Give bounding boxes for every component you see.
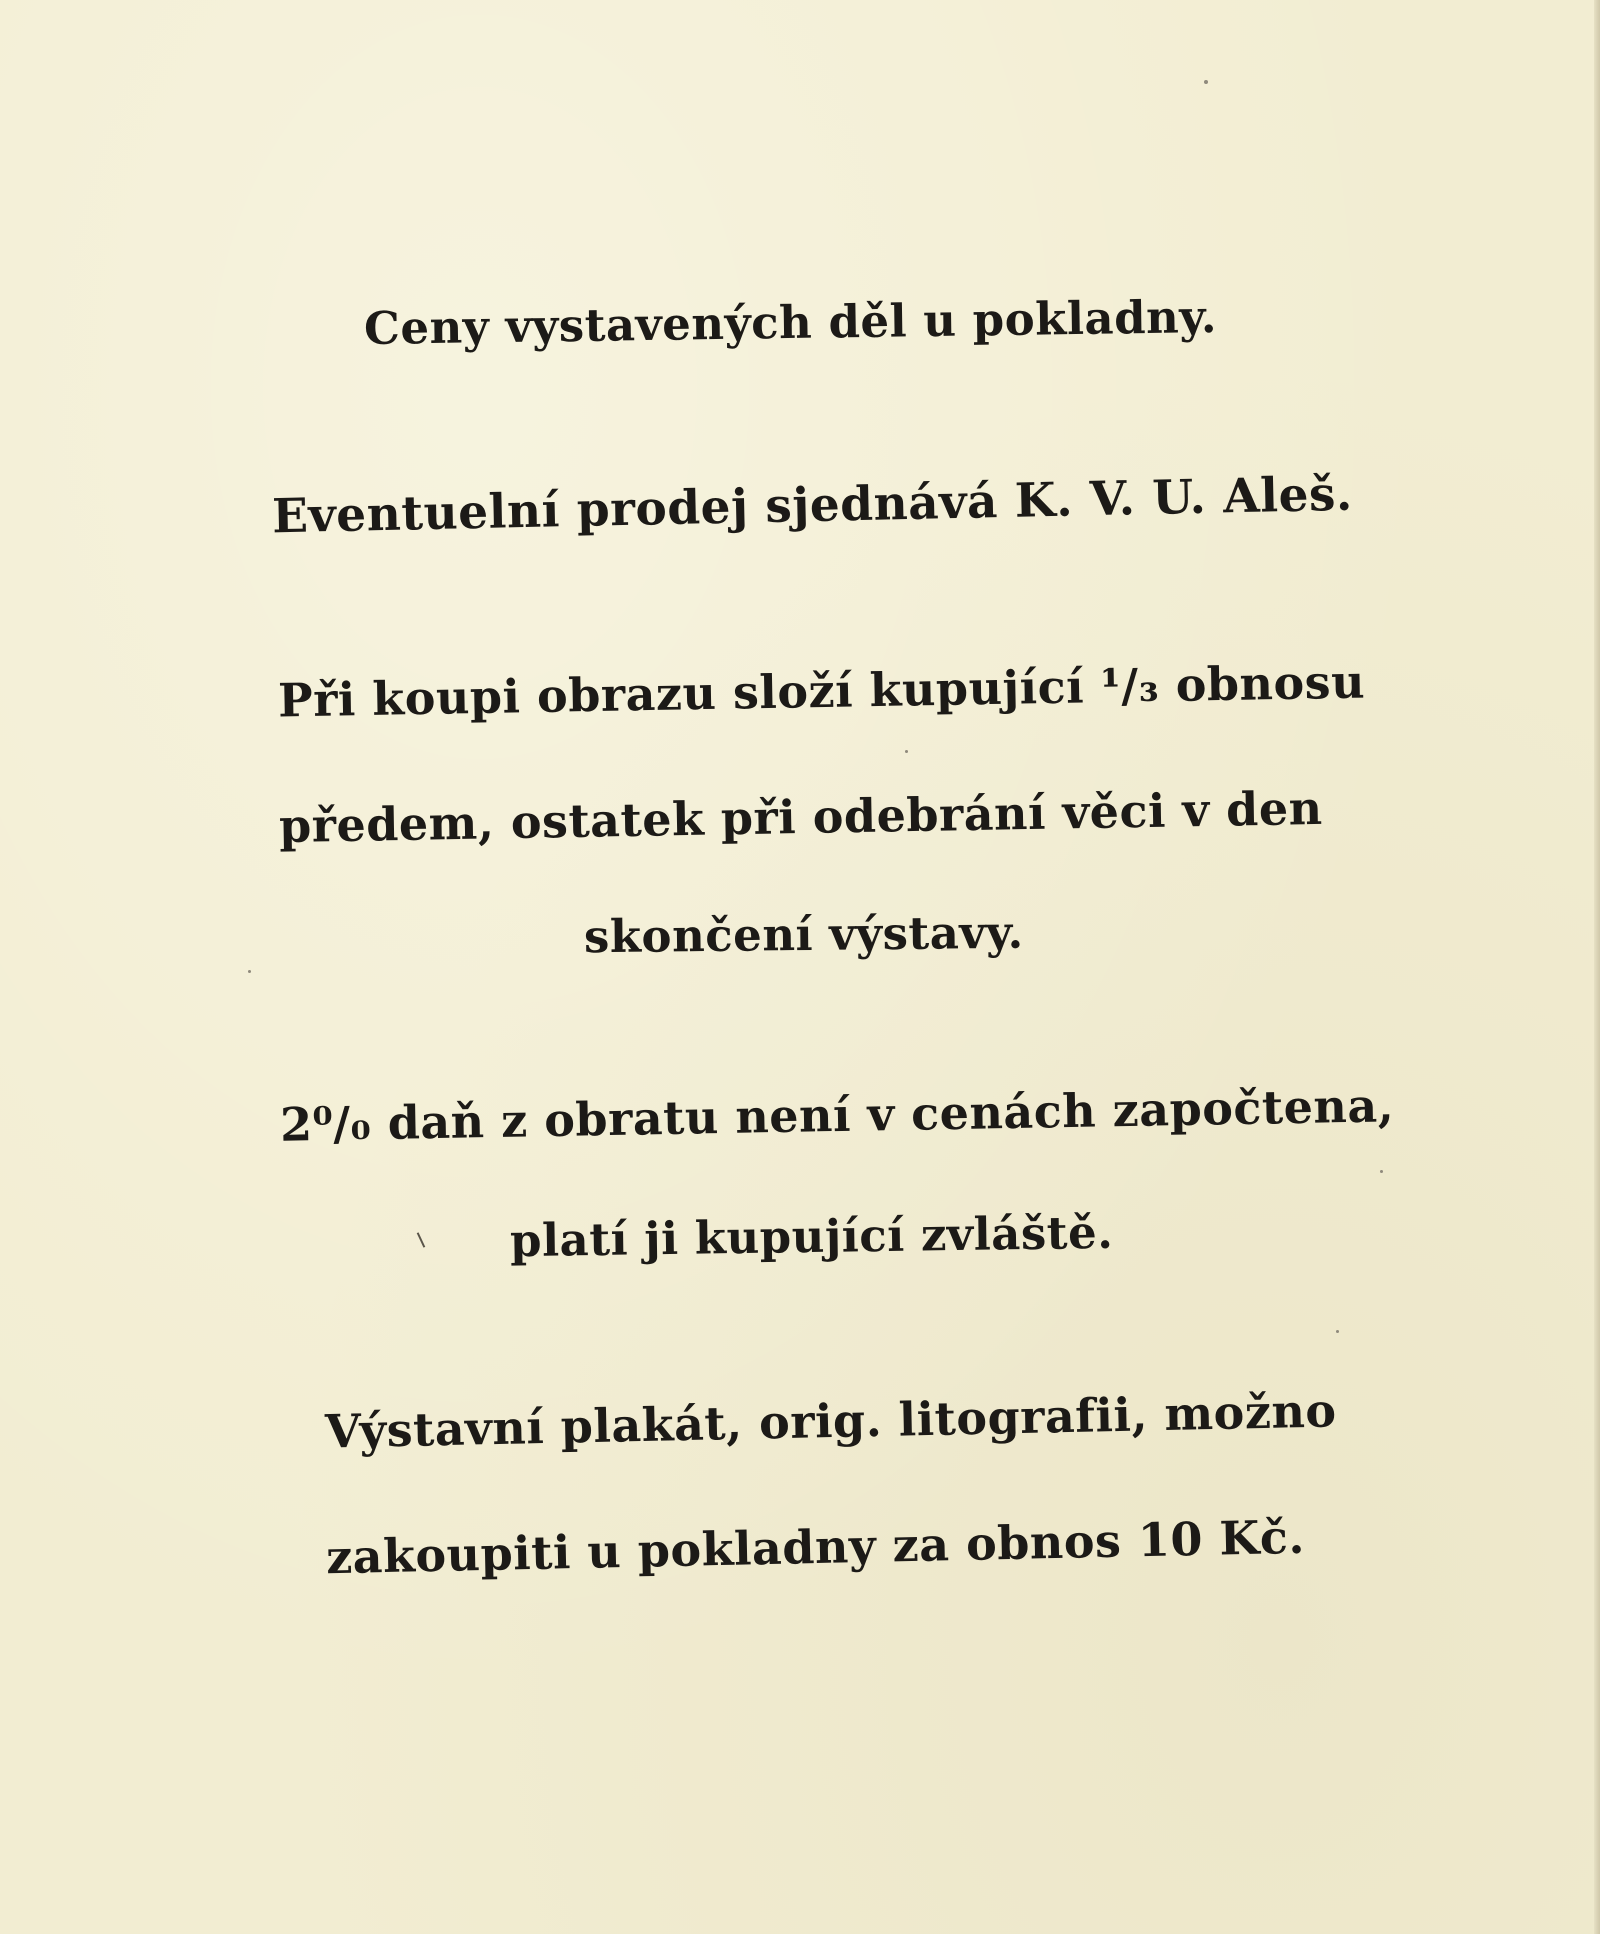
paper-speck [905,750,908,753]
paper-speck [1336,1330,1339,1333]
notice-payment-line-3: skončení výstavy. [583,905,1024,964]
notice-tax-line-1: 2⁰/₀ daň z obratu není v cenách započtena, [279,1078,1395,1152]
notice-payment-line-1: Při koupi obrazu složí kupující ¹/₃ obnosu [277,654,1366,728]
notice-payment-line-2: předem, ostatek při odebrání věci v den [278,780,1323,854]
notice-tax-line-2: platí ji kupující zvláště. [509,1205,1114,1268]
paper-speck [1380,1170,1383,1173]
notice-poster-line-1: Výstavní plakát, orig. litografii, možno [324,1383,1338,1459]
notice-prices-at-cashier: Ceny vystavených děl u pokladny. [363,290,1218,355]
page-edge [1594,0,1600,1934]
stray-pen-mark [417,1232,426,1247]
notice-sale-arranged: Eventuelní prodej sjednává K. V. U. Aleš. [271,466,1354,545]
paper-speck [248,970,251,973]
paper-speck [1204,80,1208,84]
notice-poster-line-2: zakoupiti u pokladny za obnos 10 Kč. [325,1509,1306,1585]
